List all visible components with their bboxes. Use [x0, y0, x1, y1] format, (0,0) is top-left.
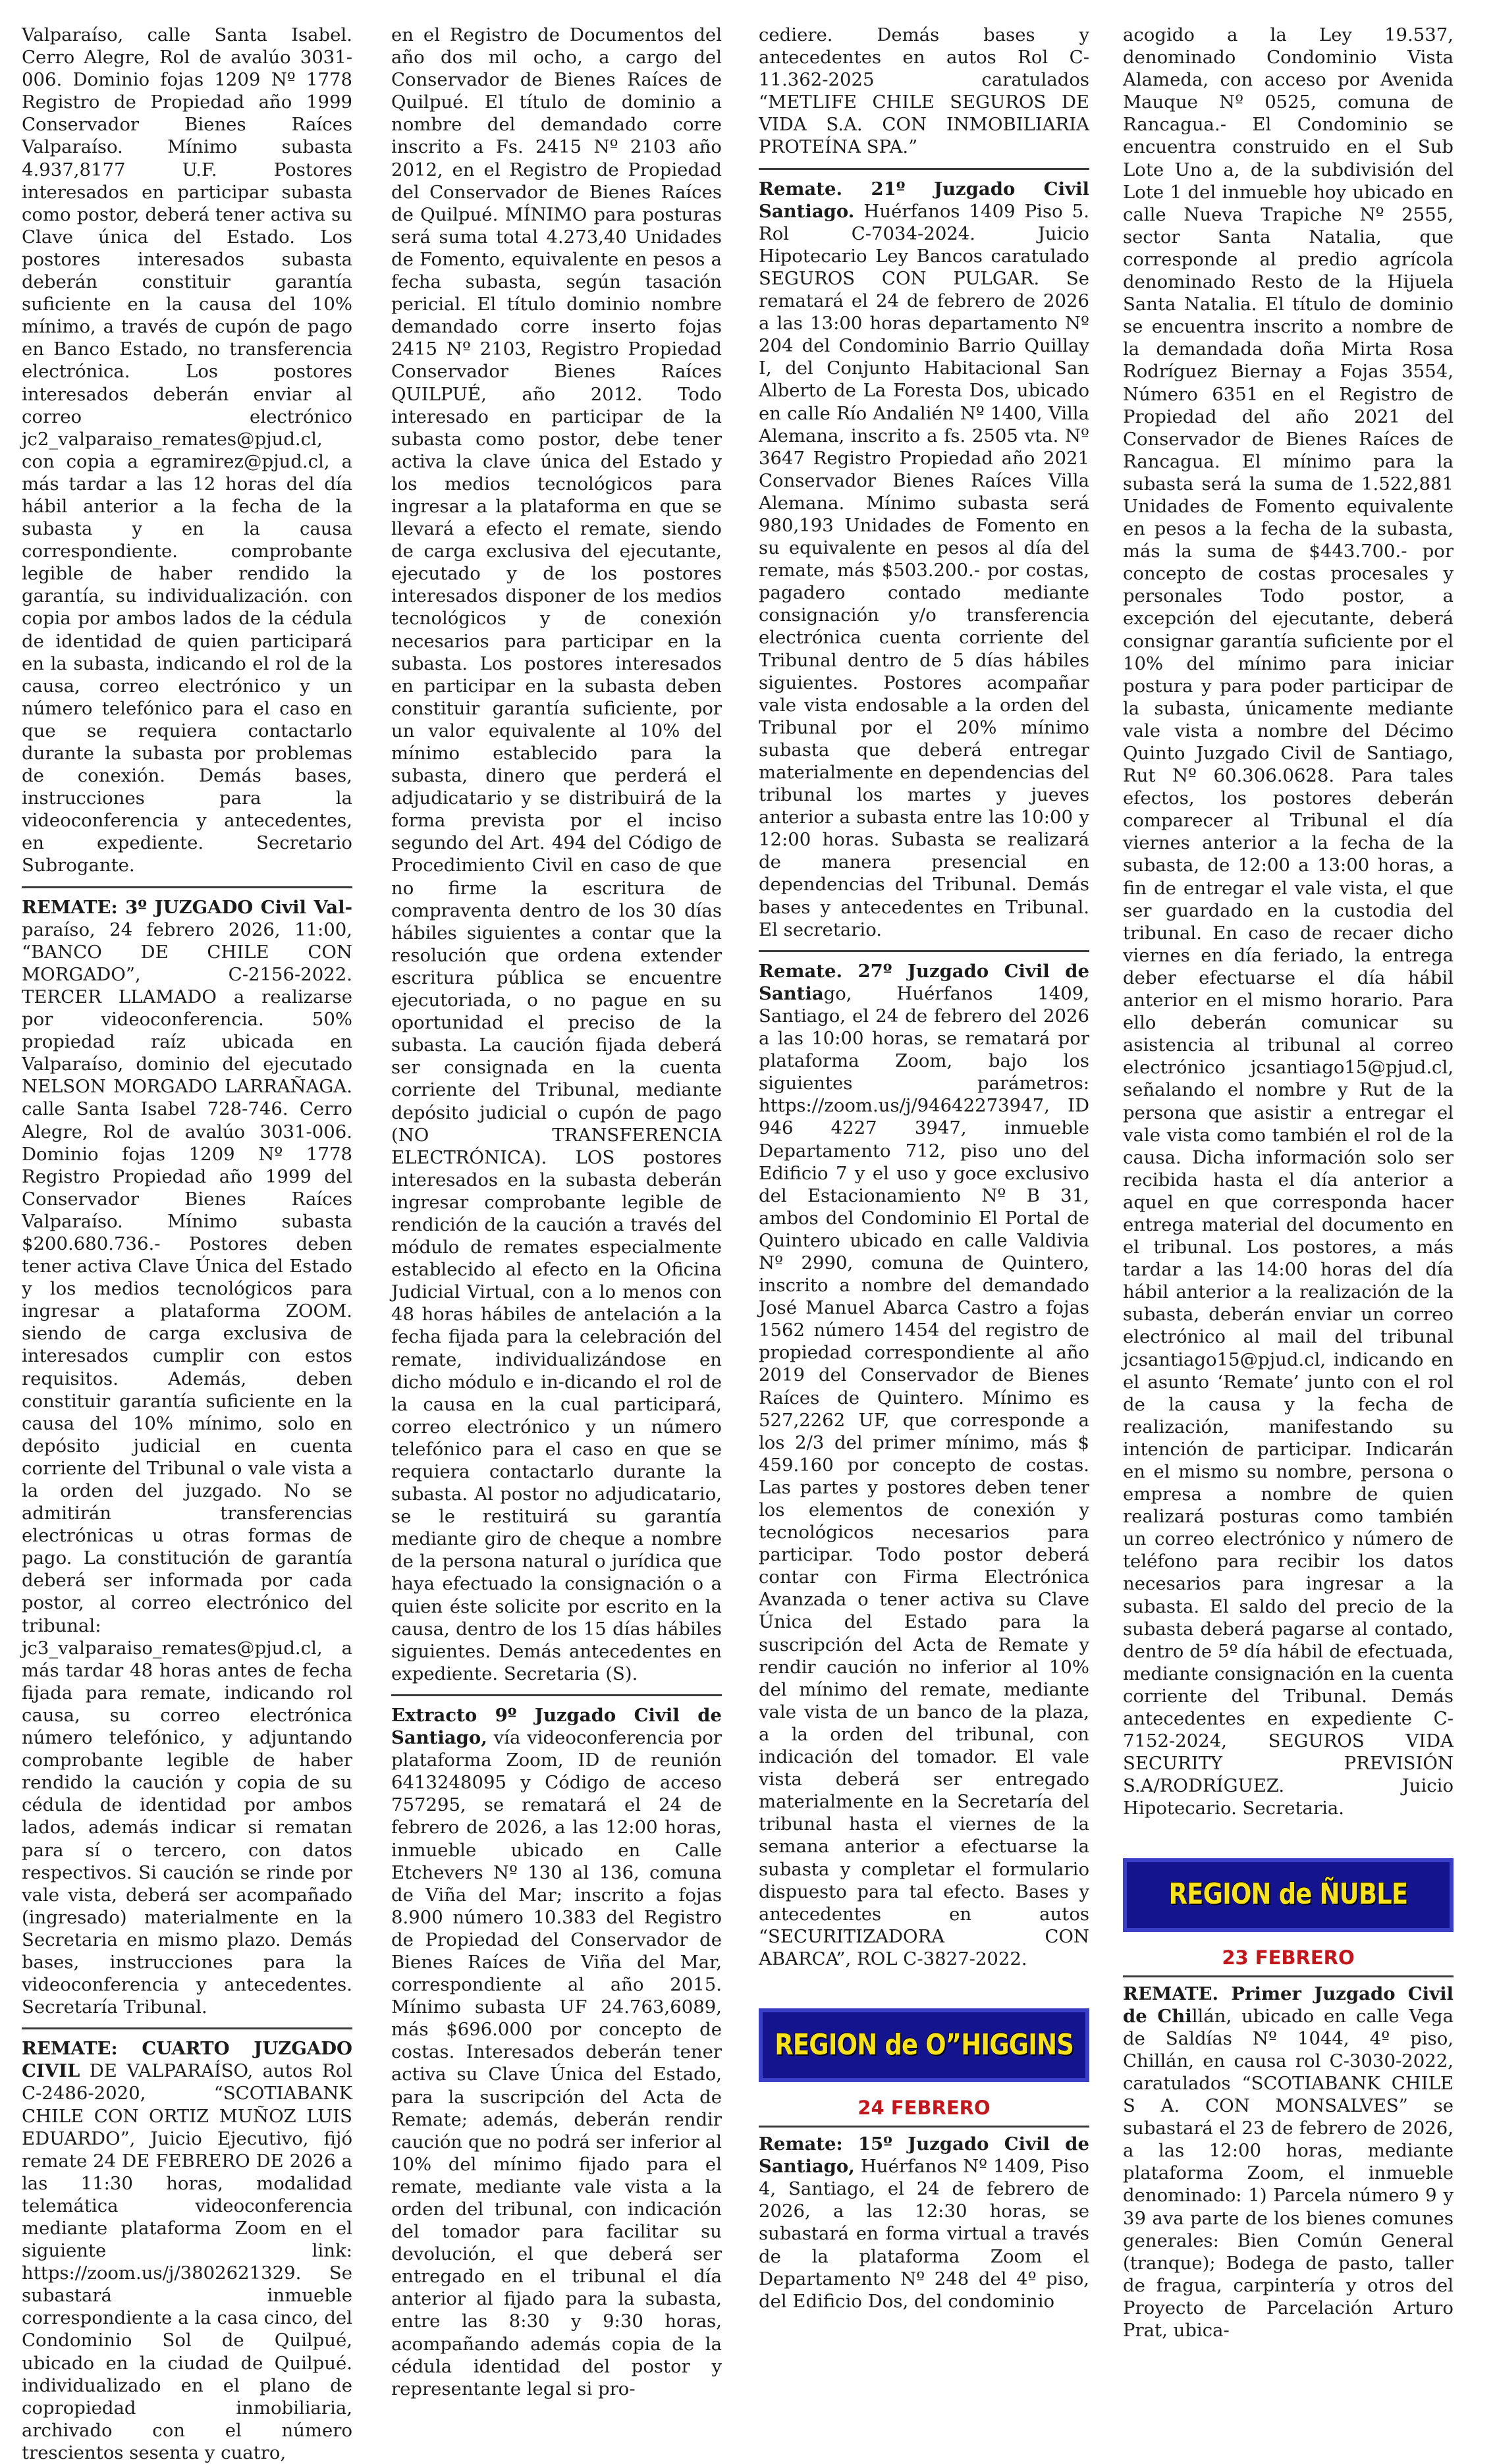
notice-cuarto-juzgado-valparaiso: [22, 2037, 352, 2464]
notice-heading: Remate. 21º Juzgado Civil Santiago.: [759, 178, 1089, 222]
notice-body: en el Registro de Documentos del año dos mil ocho, a cargo del Conservador de Bienes Raíces de Quilpué. El título de dominio a nombre del demandado corre inscrito a Fs. 2415 Nº 2103 año 2012, en el Registro de Propiedad del Conservador de Bienes Raíces de Quilpué. MÍNIMO para posturas será suma total 4.273,40 Unidades de Fomento, equivalente en pesos a fecha subasta, según tasación pericial. El título dominio nombre demandado corre inserto fojas 2415 Nº 2103, Registro Propiedad Conservador Bienes Raíces QUILPUÉ, año 2012. Todo interesado en participar de la subasta como postor, debe tener activa la clave única del Estado y los medios tecnológicos para ingresar a la plataforma en que se llevará a efecto el remate, siendo de carga exclusiva del ejecutante, ejecutado y de los postores interesados disponer de los medios tecnológicos y de conexión necesarios para participar en la subasta. Los postores interesados en participar en la subasta deben constituir garantía suficiente, por un valor equivalente al 10% del mínimo establecido para la subasta, dinero que perderá el adjudicatario y se distribuirá de la forma prevista por el inciso segundo del Art. 494 del Código de Procedimiento Civil en caso de que no firme la escritura de compraventa dentro de los 30 días hábiles siguientes a contar que la resolución que ordena extender escritura pública se encuentre ejecutoriada, o no pague en su oportunidad el preciso de la subasta. La caución fijada deberá ser consignada en la cuenta corriente del Tribunal, mediante depósito judicial o cupón de pago (NO TRANSFERENCIA ELECTRÓNICA). LOS postores interesados en la subasta deberán ingresar comprobante legible de rendición de la caución a través del módulo de remates especialmente establecido al efecto en la Oficina Judicial Virtual, con a lo menos con 48 horas hábiles de antelación a la fecha fijada para la celebración del remate, individualizándose en dicho módulo e in-dicando el rol de la causa en la cual participará, correo electrónico y un número telefónico para el caso en que se requiera contactarlo durante la subasta. Al postor no adjudicatario, se le restituirá su garantía mediante giro de cheque a nombre de la persona natural o jurídica que haya efectuado la consignación o a quien éste solicite por escrito en la causa, dentro de los 15 días hábiles siguientes. Demás antecedentes en expediente. Secretaria (S).: [391, 24, 722, 1684]
notice-primer-juzgado-chillan: [1123, 1983, 1454, 2342]
section-date: 23 FEBRERO: [1222, 1946, 1355, 1969]
notice-body: Huérfanos 1409 Piso 5. Rol C-7034-2024. Juicio Hipotecario Ley Bancos caratulado SEGUROS CON PULGAR. Se rematará el 24 de febrero de 2026 a las 13:00 horas departamento Nº 204 del Condominio Barrio Quillay I, del Conjunto Habitacional San Alberto de La Foresta Dos, ubicado en calle Río Andalién Nº 1400, Villa Alemana, inscrito a fs. 2505 vta. Nº 3647 Registro Propiedad año 2021 Conservador Bienes Raíces Villa Alemana. Mínimo subasta será 980,193 Unidades de Fomento en su equivalente en pesos al día del remate, más $503.200.- por costas, pagadero contado mediante consignación y/o transferencia electrónica cuenta corriente del Tribunal dentro de 5 días hábiles siguientes. Postores acompañar vale vista endosable a la orden del Tribunal por el 20% mínimo subasta que deberá entregar materialmente en dependencias del tribunal los martes y jueves anterior a subasta entre las 10:00 y 12:00 horas. Subasta se realizará de manera presencial en dependencias del Tribunal. Demás bases y antecedentes en Tribunal. El secretario.: [759, 200, 1089, 940]
notice-3-juzgado-valparaiso: [22, 896, 352, 2019]
notice-body: cediere. Demás bases y antecedentes en autos Rol C-11.362-2025 caratulados “METLIFE CHILE SEGUROS DE VIDA S.A. CON INMOBILIARIA PROTEÍNA SPA.”: [759, 24, 1089, 158]
date-rule: [1123, 1975, 1454, 1977]
notice-body: acogido a la Ley 19.537, denominado Condominio Vista Alameda, con acceso por Avenida Mauque Nº 0525, comuna de Rancagua.- El Condominio se encuentra construido en el Sub Lote Uno a, de la subdivisión del Lote 1 del inmueble hoy ubicado en calle Nueva Trapiche Nº 2555, sector Santa Natalia, que corresponde al predio agrícola denominado Resto de la Hijuela Santa Natalia. El título de dominio se encuentra inscrito a nombre de la demandada doña Mirta Rosa Rodríguez Biernay a Fojas 3554, Número 6351 en el Registro de Propiedad del año 2021 del Conservador de Bienes Raíces de Rancagua. El mínimo para la subasta será la suma de 1.522,881 Unidades de Fomento equivalente en pesos a la fecha de la subasta, más la suma de $443.700.- por concepto de costas procesales y personales Todo postor, a excepción del ejecutante, deberá consignar garantía suficiente por el 10% del mínimo para iniciar postura y para poder participar de la subasta, únicamente mediante vale vista a nombre del Décimo Quinto Juzgado Civil de Santiago, Rut Nº 60.306.0628. Para tales efectos, los postores deberán comparecer al Tribunal el día viernes anterior a la fecha de la subasta, de 12:00 a 13:00 horas, a fin de entregar el vale vista, el que ser guardado en la custodia del tribunal. En caso de recaer dicho viernes en día feriado, la entrega deber efectuarse el día hábil anterior en el mismo horario. Para ello deberán comunicar su asistencia al tribunal al correo electrónico jcsantiago15@pjud.cl, señalando el nombre y Rut de la persona que asistir a entregar el vale vista como también el rol de la causa. Dicha información solo ser recibida hasta el día anterior a aquel en que corresponda hacer entrega material del documento en el tribunal. Los postores, a más tardar a las 14:00 horas del día hábil anterior a la realización de la subasta, deberán enviar un correo electrónico al mail del tribunal jcsantiago15@pjud.cl, indicando en el asunto ‘Remate’ junto con el rol de la causa y la fecha de realización, manifestando su intención de participar. Indicarán en el mismo su nombre, persona o empresa a nombre de quien realizará posturas como también un correo electrónico y número de teléfono para recibir los datos necesarios para ingresar a la subasta. El saldo del precio de la subasta deberá pagarse al contado, dentro de 5º día hábil de efectuada, mediante consignación en la cuenta corriente del Tribunal. Demás antecedentes en expediente C-7152-2024, SEGUROS VIDA SECURITY PREVISIÓN S.A/RODRÍGUEZ. Juicio Hipotecario. Secretaria.: [1123, 24, 1454, 1819]
column-3: [759, 24, 1089, 2312]
notice-body: llán, ubicado en calle Vega de Saldías Nº 1044, 4º piso, Chillán, en causa rol C-3030-2022, caratulados “SCOTIABANK CHILE S A. CON MONSALVES” se subastará el 23 de febrero de 2026, a las 12:00 horas, mediante plataforma Zoom, el inmueble denominado: 1) Parcela número 9 y 39 ava parte de los bienes comunes generales: Bien Común General (tranque); Bodega de pasto, taller de fragua, carpintería y otros del Proyecto de Parcelación Arturo Prat, ubica-: [1123, 2005, 1454, 2341]
notice-heading: REMATE. Primer Juzgado Civil de Chi: [1123, 1983, 1454, 2027]
notice-rancagua-continued: [1123, 24, 1454, 1820]
date-rule: [759, 2126, 1089, 2128]
notice-body: DE VALPARAÍSO, autos Rol C-2486-2020, “SCOTIABANK CHILE CON ORTIZ MUÑOZ LUIS EDUARDO”, Juicio Ejecutivo, fijó remate 24 DE FEBRERO DE 2026 a las 11:30 horas, modalidad telemática videoconferencia mediante plataforma Zoom en el siguiente link: https://zoom.us/j/3802621329. Se subastará inmueble correspondiente a la casa cinco, del Condominio Sol de Quilpué, ubicado en la ciudad de Quilpué. individualizado en el plano de copropiedad inmobiliaria, archivado con el número trescientos sesenta y cuatro,: [22, 2060, 352, 2463]
column-1: [22, 24, 352, 2463]
notice-body: Huérfanos Nº 1409, Piso 4, Santiago, el 24 de febrero de 2026, a las 12:30 horas, se subastará en forma virtual a través de la plataforma Zoom el Departamento Nº 248 del 4º piso, del Edificio Dos, del condominio: [759, 2156, 1089, 2312]
region-banner-title: REGION de O”HIGGINS: [775, 2027, 1074, 2062]
column-4: [1123, 24, 1454, 2341]
notice-body: Valparaíso, calle Santa Isabel. Cerro Alegre, Rol de avalúo 3031-006. Dominio fojas 1209 Nº 1778 Registro de Propiedad año 1999 Conservador Bienes Raíces Valparaíso. Mínimo subasta 4.937,8177 U.F. Postores interesados en participar subasta como postor, deberá tener activa su Clave única del Estado. Los postores interesados subasta deberán constituir garantía suficiente en la causa del 10% mínimo, a través de cupón de pago en Banco Estado, no transferencia electrónica. Los postores interesados deberán enviar al correo electrónico jc2_valparaiso_remates@pjud.cl, con copia a egramirez@pjud.cl, a más tardar a las 12 horas del día hábil anterior a la fecha de la subasta y en la causa correspondiente. comprobante legible de haber rendido la garantía, su individualización. con copia por ambos lados de la cédula de identidad de quien participará en la subasta, indicando el rol de la causa, correo electrónico y un número telefónico para el caso en que se requiera contactarlo durante la subasta por problemas de conexión. Demás bases, instrucciones para la videoconferencia y antecedentes, en expediente. Secretario Subrogante.: [22, 24, 352, 876]
notice-15-juzgado-santiago: [759, 2133, 1089, 2313]
notice-separator: [759, 950, 1089, 952]
notice-separator: [22, 2027, 352, 2029]
notice-heading: Extracto 9º Juzgado Civil de Santiago,: [391, 1704, 722, 1749]
notice-heading: REMATE: 3º JUZGADO Civil Val-: [22, 896, 352, 918]
notice-quilpue-continued: [391, 24, 722, 1685]
notice-27-juzgado-santiago: [759, 960, 1089, 1970]
column-2: [391, 24, 722, 2399]
region-banner-ohiggins: [759, 2008, 1089, 2082]
notice-heading: REMATE: CUARTO JUZGADO CIVIL: [22, 2038, 352, 2082]
notice-separator: [759, 168, 1089, 170]
notice-valparaiso-continued: [22, 24, 352, 877]
notice-heading: Remate: 15º Juzgado Civil de Santiago,: [759, 2133, 1089, 2178]
notice-body: go, Huérfanos 1409, Santiago, el 24 de febrero del 2026 a las 10:00 horas, se rematará por plataforma Zoom, bajo los siguientes parámetros: https://zoom.us/j/94642273947, ID 946 4227 3947, inmueble Departamento 712, piso uno del Edificio 7 y el uso y goce exclusivo del Estacionamiento Nº B 31, ambos del Condominio El Portal de Quintero ubicado en calle Valdivia Nº 2990, comuna de Quintero, inscrito a nombre del demandado José Manuel Abarca Castro a fojas 1562 número 1454 del registro de propiedad correspondiente al año 2019 del Conservador de Bienes Raíces de Quintero. Mínimo es 527,2262 UF, que corresponde a los 2/3 del primer mínimo, más $ 459.160 por concepto de costas. Las partes y postores deben tener los elementos de conexión y tecnológicos necesarios para participar. Todo postor deberá contar con Firma Electrónica Avanzada o tener activa su Clave Única del Estado para la suscripción del Acta de Remate y rendir caución no inferior al 10% del mínimo del remate, mediante vale vista de un banco de la plaza, a la orden del tribunal, con indicación del tomador. El vale vista deberá ser entregado materialmente en la Secretaría del tribunal hasta el viernes de la semana anterior a efectuarse la subasta y completar el formulario dispuesto para tal efecto. Bases y antecedentes en autos “SECURITIZADORA CON ABARCA”, ROL C-3827-2022.: [759, 982, 1089, 1969]
notice-separator: [391, 1694, 722, 1696]
notice-separator: [22, 886, 352, 888]
notice-9-juzgado-santiago: [391, 1704, 722, 2400]
region-banner-title: REGION de ÑUBLE: [1168, 1877, 1408, 1912]
notice-metlife-continued: [759, 24, 1089, 159]
notice-body: paraíso, 24 febrero 2026, 11:00, “BANCO DE CHILE CON MORGADO”, C-2156-2022. TERCER LLAMADO a realizarse por videoconferencia. 50% propiedad raíz ubicada en Valparaíso, dominio del ejecutado NELSON MORGADO LARRAÑAGA. calle Santa Isabel 728-746. Cerro Alegre, Rol de avalúo 3031-006. Dominio fojas 1209 Nº 1778 Registro Propiedad año 1999 del Conservador Bienes Raíces Valparaíso. Mínimo subasta $200.680.736.- Postores deben tener activa Clave Única del Estado y los medios tecnológicos para ingresar a plataforma ZOOM. siendo de carga exclusiva de interesados cumplir con estos requisitos. Además, deben constituir garantía suficiente en la causa del 10% mínimo, solo en depósito judicial en cuenta corriente del Tribunal o vale vista a la orden del juzgado. No se admitirán transferencias electrónicas u otras formas de pago. La constitución de garantía deberá ser informada por cada postor, al correo electrónico del tribunal: jc3_valparaiso_remates@pjud.cl, a más tardar 48 horas antes de fecha fijada para remate, indicando rol causa, su correo electrónica número telefónico, y adjuntando comprobante legible de haber rendido la caución y copia de su cédula de identidad por ambos lados, además indicar si rematan para sí o tercero, con datos respectivos. Si caución se rinde por vale vista, deberá ser acompañado (ingresado) materialmente en la Secretaria en mismo plazo. Demás bases, instrucciones para la videoconferencia y antecedentes. Secretaría Tribunal.: [22, 919, 352, 2018]
notice-body: vía videoconferencia por plataforma Zoom, ID de reunión 6413248095 y Código de acceso 757295, se rematará el 24 de febrero de 2026, a las 12:00 horas, inmueble ubicado en Calle Etchevers Nº 130 al 136, comuna de Viña del Mar; inscrito a fojas 8.900 número 10.383 del Registro de Propiedad del Conservador de Bienes Raíces de Viña del Mar, correspondiente al año 2015. Mínimo subasta UF 24.763,6089, más $696.000 por concepto de costas. Interesados deberán tener activa su Clave Única del Estado, para la suscripción del Acta de Remate; además, deberán rendir caución que no podrá ser inferior al 10% del mínimo fijado para el remate, mediante vale vista a la orden del tribunal, con indicación del tomador para facilitar su devolución, el que deberá ser entregado en el tribunal el día anterior al fijado para la subasta, entre las 8:30 y 9:30 horas, acompañando además copia de la cédula identidad del postor y representante legal si pro-: [391, 1727, 722, 2399]
notice-heading: Remate. 27º Juzgado Civil de Santia: [759, 960, 1089, 1004]
section-date: 24 FEBRERO: [857, 2096, 991, 2119]
notice-21-juzgado-santiago: [759, 178, 1089, 941]
region-banner-nuble: [1123, 1858, 1454, 1932]
